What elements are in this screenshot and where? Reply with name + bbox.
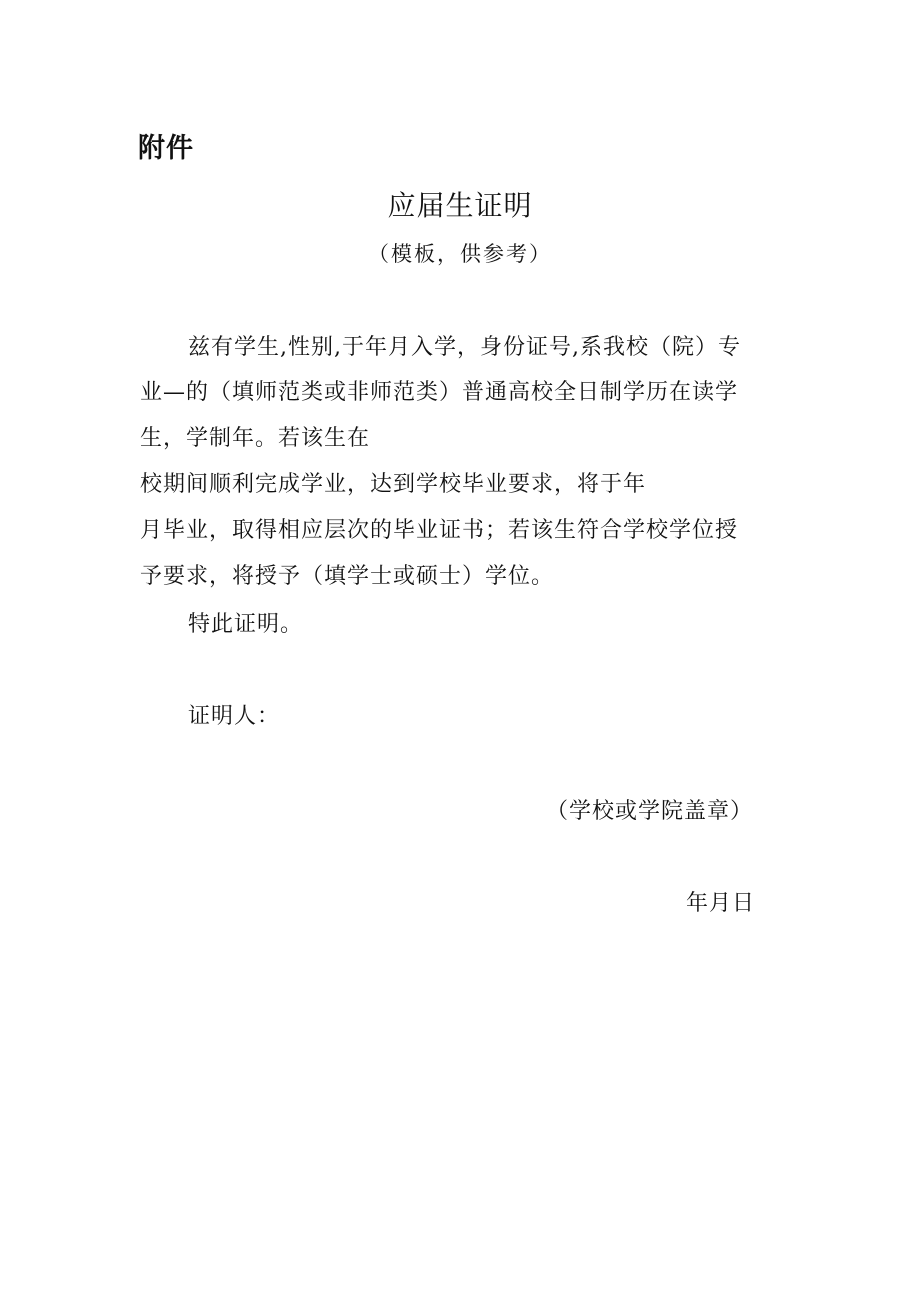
date-label: 年月日 — [686, 891, 756, 916]
attachment-label: 附件 — [138, 133, 194, 164]
seal-note: （学校或学院盖章） — [546, 799, 754, 824]
document-title: 应届生证明 — [387, 189, 533, 222]
body-line-5: 月毕业，取得相应层次的毕业证书；若该生符合学校学位授 — [140, 518, 739, 543]
certifier-label: 证明人： — [188, 704, 281, 729]
body-line-2: 业—的（填师范类或非师范类）普通高校全日制学历在读学 — [140, 380, 739, 405]
document-subtitle: （模板，供参考） — [368, 242, 552, 266]
body-line-1: 兹有学生,性别,于年月入学，身份证号,系我校（院）专 — [188, 335, 741, 360]
body-line-4: 校期间顺利完成学业，达到学校毕业要求，将于年 — [140, 472, 647, 497]
body-line-6: 予要求，将授予（填学士或硕士）学位。 — [140, 564, 555, 589]
closing-line: 特此证明。 — [188, 612, 304, 637]
body-line-3: 生，学制年。若该生在 — [140, 426, 371, 451]
